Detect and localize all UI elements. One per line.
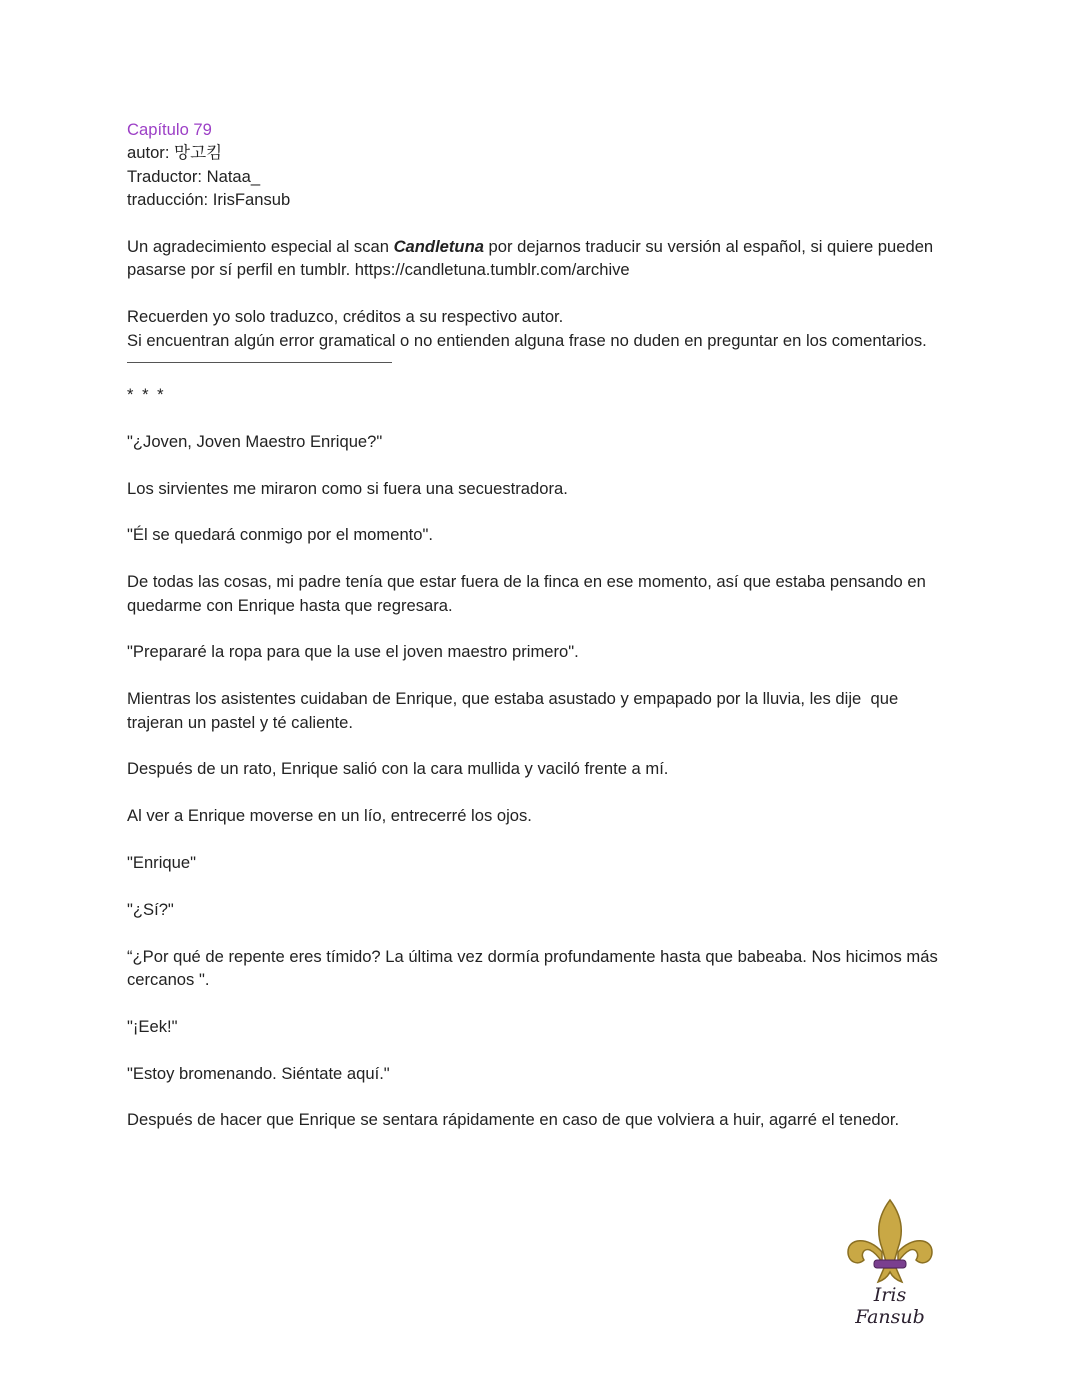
translator-line: Traductor: Nataa_: [127, 166, 261, 186]
thanks-suffix: por dejarnos traducir su versión al español, si quiere pueden pasarse por sí perfil en tumblr. https://candletuna.tumblr.com/archive: [127, 237, 938, 280]
logo-text: Iris Fansub: [855, 1284, 925, 1328]
story-paragraph: "Enrique": [127, 853, 196, 873]
story-paragraph: De todas las cosas, mi padre tenía que estar fuera de la finca en ese momento, así que estaba pensando en quedarme con Enrique hasta que regresara.: [127, 572, 931, 615]
story-paragraph: "Estoy bromenando. Siéntate aquí.": [127, 1063, 390, 1083]
story-paragraph: Al ver a Enrique moverse en un lío, entrecerré los ojos.: [127, 806, 532, 826]
scan-name: Candletuna: [393, 237, 484, 257]
iris-fansub-logo: [838, 1196, 942, 1328]
story-paragraph: "¿Joven, Joven Maestro Enrique?": [127, 431, 383, 451]
story-paragraph: "¿Sí?": [127, 899, 174, 919]
story-paragraph: Después de un rato, Enrique salió con la cara mullida y vaciló frente a mí.: [127, 759, 669, 779]
story-paragraph: "¡Eek!": [127, 1016, 178, 1036]
scene-separator: * * *: [127, 385, 166, 405]
thanks-paragraph: [127, 235, 957, 282]
translation-group-line: traducción: IrisFansub: [127, 190, 291, 210]
horizontal-rule: [127, 362, 392, 363]
story-paragraph: "Él se quedará conmigo por el momento".: [127, 525, 434, 545]
thanks-prefix: Un agradecimiento especial al scan: [127, 237, 394, 257]
notice-line-2: Si encuentran algún error gramatical o no entienden alguna frase no duden en preguntar en los comentarios.: [127, 330, 927, 350]
story-paragraph: Los sirvientes me miraron como si fuera una secuestradora.: [127, 478, 568, 498]
fleur-de-lis-icon: [838, 1196, 942, 1288]
chapter-title: Capítulo 79: [127, 120, 212, 139]
story-paragraph: "Prepararé la ropa para que la use el joven maestro primero".: [127, 642, 579, 662]
document-page: [127, 118, 957, 1132]
story-paragraph: Mientras los asistentes cuidaban de Enrique, que estaba asustado y empapado por la lluvia, les dije que trajeran un pastel y té caliente.: [127, 689, 903, 732]
notice-line-1: Recuerden yo solo traduzco, créditos a su respectivo autor.: [127, 307, 564, 327]
author-line: autor: 망고킴: [127, 143, 223, 163]
story-paragraph: “¿Por qué de repente eres tímido? La última vez dormía profundamente hasta que babeaba. Nos hicimos más cercanos ".: [127, 946, 943, 990]
story-paragraph: Después de hacer que Enrique se sentara rápidamente en caso de que volviera a huir, agarré el tenedor.: [127, 1110, 900, 1130]
